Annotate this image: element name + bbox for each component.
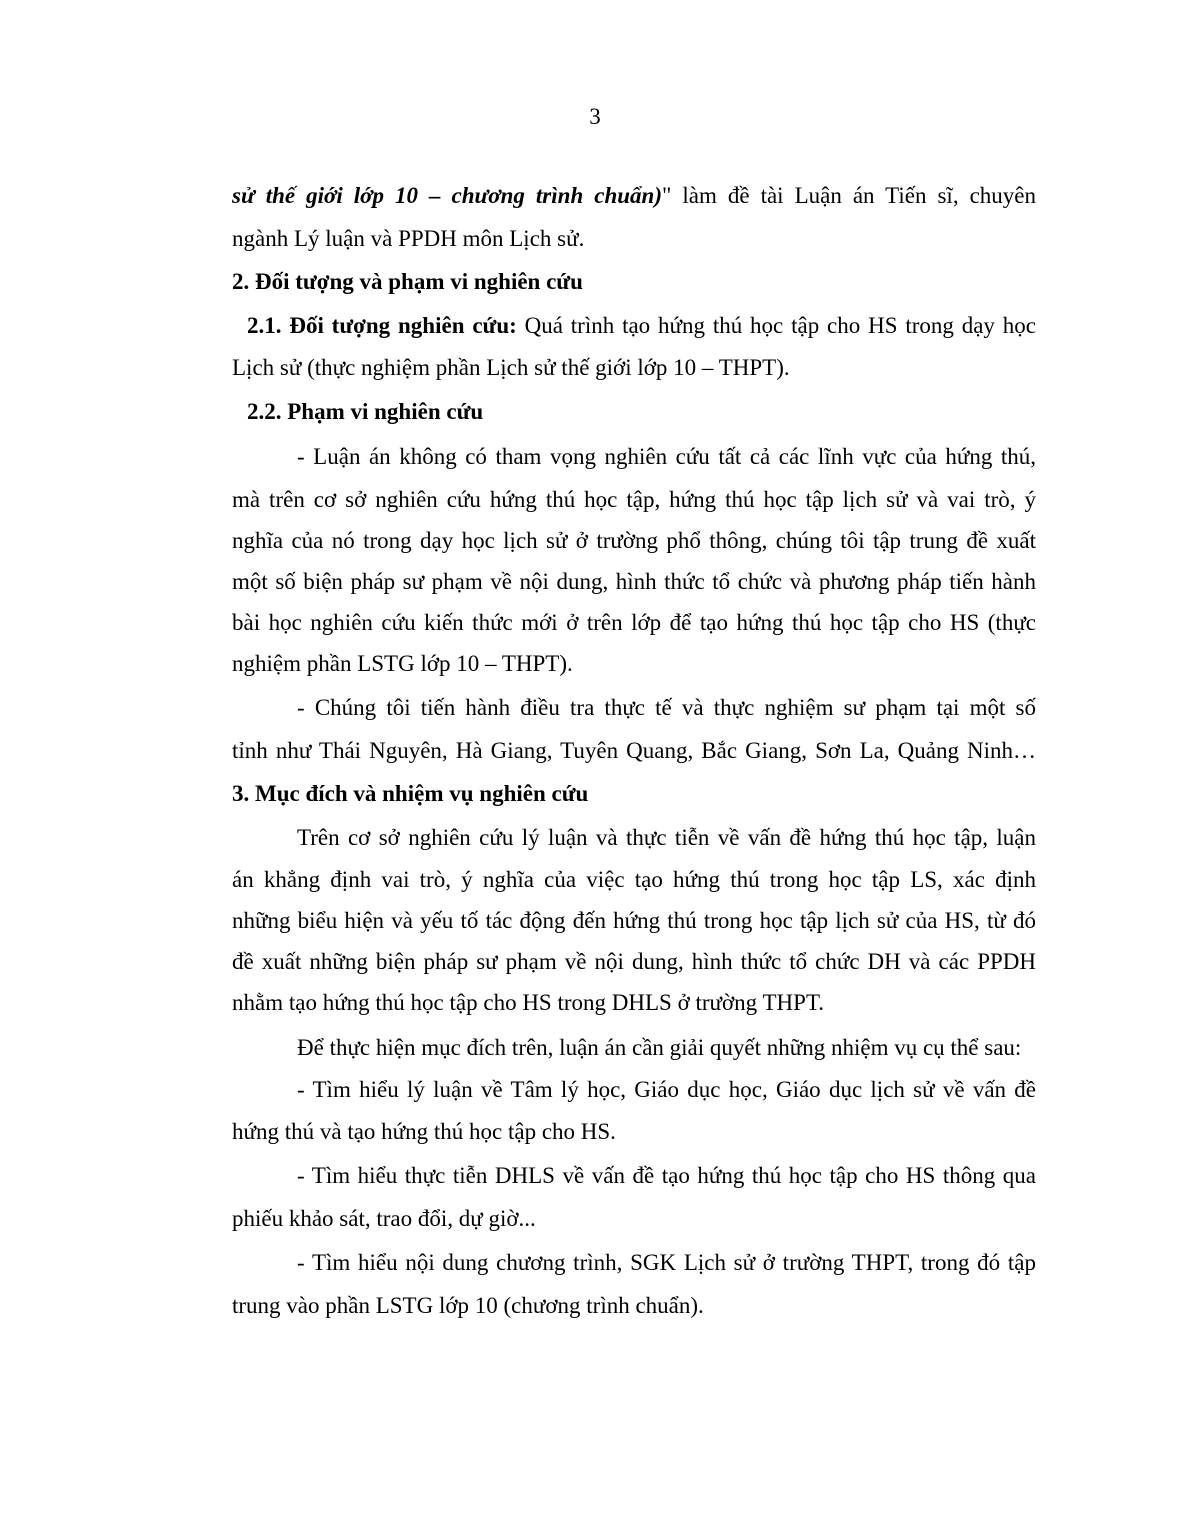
scope-p1-line-2: mà trên cơ sở nghiên cứu hứng thú học tập, hứng thú học tập lịch sử và vai trò, ý [232, 487, 1036, 512]
purpose-p1-line-5: nhằm tạo hứng thú học tập cho HS trong DHLS ở trường THPT. [232, 990, 825, 1015]
task-1-line-2: hứng thú và tạo hứng thú học tập cho HS. [232, 1119, 616, 1144]
purpose-p1-line-3: những biểu hiện và yếu tố tác động đến hứng thú trong học tập lịch sử của HS, từ đó [232, 908, 1036, 933]
intro-line-1 [232, 182, 1036, 210]
purpose-p1-line-1: Trên cơ sở nghiên cứu lý luận và thực tiễn về vấn đề hứng thú học tập, luận [297, 825, 1036, 850]
intro-line-1-rest: " làm đề tài Luận án Tiến sĩ, chuyên [661, 183, 1036, 208]
scope-p2-line-1: - Chúng tôi tiến hành điều tra thực tế và thực nghiệm sư phạm tại một số [297, 695, 1036, 720]
purpose-p1-line-4: đề xuất những biện pháp sư phạm về nội dung, hình thức tổ chức DH và các PPDH [232, 949, 1036, 974]
task-2-line-2: phiếu khảo sát, trao đổi, dự giờ... [232, 1206, 536, 1231]
section-2-1-line-1 [247, 312, 1036, 340]
purpose-p2: Để thực hiện mục đích trên, luận án cần giải quyết những nhiệm vụ cụ thể sau: [297, 1035, 1022, 1060]
scope-p1-line-1: - Luận án không có tham vọng nghiên cứu tất cả các lĩnh vực của hứng thú, [297, 444, 1036, 469]
scope-p1-line-3: nghĩa của nó trong dạy học lịch sử ở trường phổ thông, chúng tôi tập trung đề xuất [232, 528, 1036, 553]
task-3-line-2: trung vào phần LSTG lớp 10 (chương trình chuẩn). [232, 1293, 704, 1318]
task-2-line-1: - Tìm hiểu thực tiễn DHLS về vấn đề tạo hứng thú học tập cho HS thông qua [297, 1163, 1036, 1188]
section-3-heading: 3. Mục đích và nhiệm vụ nghiên cứu [232, 781, 589, 806]
scope-p1-line-4: một số biện pháp sư phạm về nội dung, hình thức tổ chức và phương pháp tiến hành [232, 569, 1036, 594]
section-2-1-label: 2.1. Đối tượng nghiên cứu: [247, 313, 517, 338]
section-2-1-line-1-rest: Quá trình tạo hứng thú học tập cho HS trong dạy học [516, 313, 1036, 338]
intro-line-2: ngành Lý luận và PPDH môn Lịch sử. [232, 226, 585, 251]
task-1-line-1: - Tìm hiểu lý luận về Tâm lý học, Giáo dục học, Giáo dục lịch sử về vấn đề [297, 1077, 1036, 1102]
section-2-heading: 2. Đối tượng và phạm vi nghiên cứu [232, 269, 583, 294]
section-2-2-heading: 2.2. Phạm vi nghiên cứu [247, 399, 484, 424]
task-3-line-1: - Tìm hiểu nội dung chương trình, SGK Lịch sử ở trường THPT, trong đó tập [297, 1250, 1036, 1275]
thesis-title-tail: sử thế giới lớp 10 – chương trình chuẩn) [232, 183, 662, 208]
purpose-p1-line-2: án khẳng định vai trò, ý nghĩa của việc tạo hứng thú trong học tập LS, xác định [232, 867, 1036, 892]
scope-p1-line-6: nghiệm phần LSTG lớp 10 – THPT). [232, 651, 573, 676]
scope-p1-line-5: bài học nghiên cứu kiến thức mới ở trên lớp để tạo hứng thú học tập cho HS (thực [232, 610, 1036, 635]
scope-p2-line-2: tỉnh như Thái Nguyên, Hà Giang, Tuyên Quang, Bắc Giang, Sơn La, Quảng Ninh… [232, 738, 1036, 763]
page-number: 3 [589, 104, 601, 129]
section-2-1-line-2: Lịch sử (thực nghiệm phần Lịch sử thế giới lớp 10 – THPT). [232, 355, 790, 380]
